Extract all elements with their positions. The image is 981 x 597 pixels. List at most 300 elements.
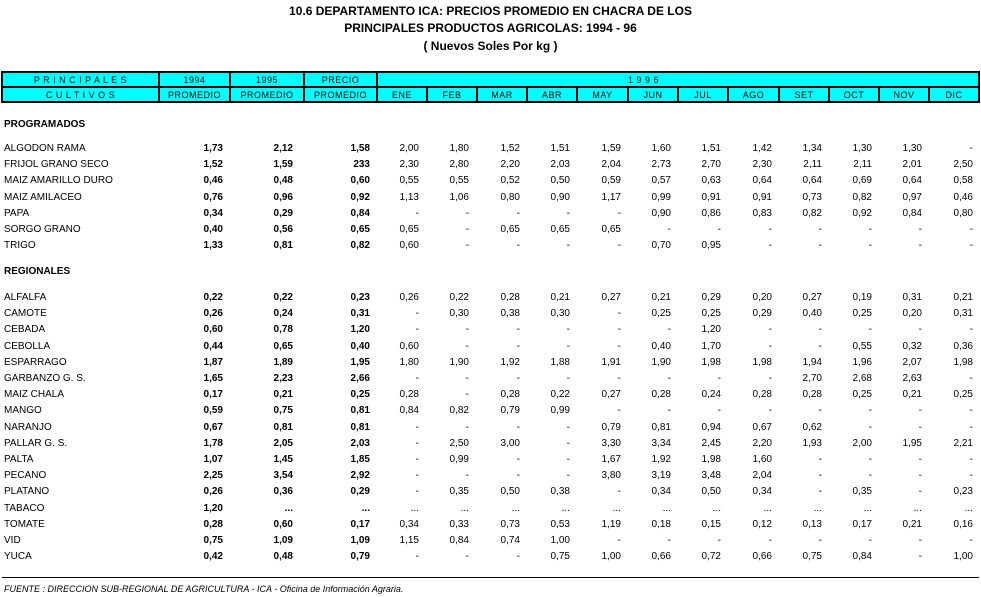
- cell-month: 0,73: [500, 518, 520, 530]
- cell-p1995: ...: [284, 502, 293, 514]
- table-row: [0, 389, 981, 405]
- cell-month: 1,20: [701, 324, 721, 336]
- crop-name: MAIZ CHALA: [4, 389, 65, 401]
- cell-month: 0,32: [902, 340, 922, 352]
- crop-name: CAMOTE: [4, 308, 47, 320]
- cell-month: -: [918, 421, 922, 433]
- cell-month: 0,35: [449, 486, 469, 498]
- header-1995: 1995: [230, 72, 304, 87]
- cell-p1995: 0,56: [273, 224, 293, 235]
- cell-month: ...: [763, 502, 772, 514]
- cell-month: 0,35: [852, 486, 872, 498]
- cell-month: 0,33: [449, 518, 469, 530]
- cell-month: 1,00: [953, 551, 973, 563]
- cell-month: -: [667, 224, 671, 235]
- cell-month: -: [516, 373, 520, 384]
- cell-month: -: [868, 454, 872, 465]
- cell-month: -: [415, 373, 419, 384]
- cell-month: 0,34: [651, 486, 671, 498]
- cell-month: 0,80: [953, 207, 973, 219]
- cell-month: 0,21: [953, 292, 973, 303]
- cell-month: -: [465, 470, 469, 482]
- cell-month: 0,21: [550, 292, 570, 303]
- cell-month: 0,65: [399, 224, 419, 235]
- cell-month: 0,19: [852, 292, 872, 303]
- cell-month: 0,25: [651, 308, 671, 320]
- cell-month: 0,50: [701, 486, 721, 498]
- cell-month: 0,79: [500, 405, 520, 417]
- table-row: [0, 519, 981, 535]
- cell-precio: 0,17: [350, 518, 370, 530]
- cell-month: 0,50: [550, 175, 570, 187]
- cell-month: -: [818, 240, 822, 252]
- cell-month: -: [465, 340, 469, 352]
- cell-month: 0,91: [701, 191, 721, 203]
- cell-month: -: [969, 470, 973, 482]
- cell-month: -: [415, 551, 419, 563]
- header-month: NOV: [879, 87, 929, 102]
- cell-month: 0,52: [500, 175, 520, 187]
- cell-month: 0,92: [852, 207, 872, 219]
- cell-p1995: 0,22: [273, 292, 293, 303]
- cell-month: 2,07: [902, 356, 922, 368]
- cell-precio: 0,25: [350, 389, 370, 401]
- header-month: MAY: [577, 87, 628, 102]
- cell-month: 0,34: [752, 486, 772, 498]
- table-row: [0, 159, 981, 175]
- cell-month: -: [465, 389, 469, 401]
- crop-name: TRIGO: [4, 240, 36, 252]
- cell-month: -: [717, 373, 721, 384]
- cell-precio: 1,95: [350, 356, 370, 368]
- cell-month: -: [818, 470, 822, 482]
- cell-p1994: 0,26: [203, 308, 223, 320]
- cell-month: 3,80: [601, 470, 621, 482]
- table-row: [0, 503, 981, 519]
- cell-month: 0,29: [701, 292, 721, 303]
- table-units: ( Nuevos Soles Por kg ): [423, 39, 558, 53]
- cell-month: 0,94: [701, 421, 721, 433]
- cell-month: 1,88: [550, 356, 570, 368]
- cell-month: 3,00: [500, 437, 520, 449]
- cell-p1994: 1,87: [203, 356, 223, 368]
- cell-month: -: [516, 470, 520, 482]
- cell-month: -: [918, 486, 922, 498]
- cell-month: -: [415, 308, 419, 320]
- cell-month: 2,04: [601, 159, 621, 171]
- crop-name: TABACO: [4, 502, 45, 514]
- cell-month: -: [818, 340, 822, 352]
- cell-p1995: 1,59: [273, 159, 293, 171]
- cell-month: -: [465, 421, 469, 433]
- cell-month: -: [969, 373, 973, 384]
- cell-precio: 1,09: [350, 535, 370, 546]
- table-row: [0, 192, 981, 208]
- cell-month: -: [768, 240, 772, 252]
- cell-month: 2,70: [802, 373, 822, 384]
- crop-name: ESPARRAGO: [4, 356, 67, 368]
- cell-month: -: [415, 486, 419, 498]
- cell-month: 0,20: [752, 292, 772, 303]
- cell-month: -: [667, 405, 671, 417]
- cell-month: -: [566, 421, 570, 433]
- section-label: REGIONALES: [4, 266, 71, 277]
- cell-p1995: 3,54: [273, 470, 293, 482]
- cell-month: -: [617, 340, 621, 352]
- cell-month: -: [969, 240, 973, 252]
- cell-precio: 0,92: [350, 191, 370, 203]
- cell-p1995: 0,48: [273, 551, 293, 563]
- cell-month: -: [768, 340, 772, 352]
- cell-month: -: [918, 454, 922, 465]
- cell-month: 1,98: [701, 356, 721, 368]
- cell-month: -: [918, 535, 922, 546]
- crop-name: ALGODON RAMA: [4, 143, 86, 154]
- table-row: [0, 175, 981, 191]
- crop-name: ALFALFA: [4, 292, 47, 303]
- cell-month: ...: [863, 502, 872, 514]
- cell-month: -: [617, 308, 621, 320]
- cell-month: 0,60: [399, 240, 419, 252]
- cell-month: 2,01: [902, 159, 922, 171]
- cell-month: -: [516, 340, 520, 352]
- cell-month: -: [465, 373, 469, 384]
- cell-month: ...: [712, 502, 721, 514]
- cell-month: -: [768, 224, 772, 235]
- cell-month: 0,73: [802, 191, 822, 203]
- crop-name: MAIZ AMILACEO: [4, 191, 82, 203]
- cell-month: 1,94: [802, 356, 822, 368]
- crop-name: PALLAR G. S.: [4, 437, 68, 449]
- cell-month: 0,28: [500, 389, 520, 401]
- cell-month: ...: [913, 502, 922, 514]
- crop-name: YUCA: [4, 551, 32, 563]
- cell-month: 1,06: [449, 191, 469, 203]
- header-month: JUL: [678, 87, 728, 102]
- crop-name: PAPA: [4, 207, 30, 219]
- cell-month: 0,25: [852, 308, 872, 320]
- cell-month: -: [868, 405, 872, 417]
- cell-month: 0,34: [399, 518, 419, 530]
- cell-p1994: 0,26: [203, 486, 223, 498]
- cell-month: 0,30: [550, 308, 570, 320]
- table-row: [0, 208, 981, 224]
- cell-month: 0,38: [550, 486, 570, 498]
- header-1996: 1 9 9 6: [377, 72, 979, 87]
- cell-p1994: 1,33: [203, 240, 223, 252]
- cell-p1994: 0,22: [203, 292, 223, 303]
- cell-month: 1,93: [802, 437, 822, 449]
- cell-month: 0,99: [651, 191, 671, 203]
- cell-month: 0,80: [500, 191, 520, 203]
- cell-month: -: [918, 405, 922, 417]
- cell-month: 0,84: [902, 207, 922, 219]
- cell-p1994: 0,46: [203, 175, 223, 187]
- cell-p1995: 0,65: [273, 340, 293, 352]
- cell-month: 1,91: [601, 356, 621, 368]
- cell-month: -: [818, 486, 822, 498]
- cell-p1995: 0,24: [273, 308, 293, 320]
- cell-month: -: [818, 454, 822, 465]
- table-title-line2: PRINCIPALES PRODUCTOS AGRICOLAS: 1994 - 96: [344, 21, 637, 35]
- cell-month: -: [566, 207, 570, 219]
- cell-p1995: 0,60: [273, 518, 293, 530]
- crop-name: NARANJO: [4, 421, 52, 433]
- cell-month: -: [415, 207, 419, 219]
- cell-month: 1,51: [701, 143, 721, 154]
- table-row: [0, 324, 981, 340]
- cell-precio: 1,58: [350, 143, 370, 154]
- table-row: [0, 292, 981, 308]
- cell-month: 0,55: [449, 175, 469, 187]
- cell-month: -: [969, 454, 973, 465]
- cell-month: 0,17: [852, 518, 872, 530]
- header-promedio-1994: PROMEDIO: [159, 87, 230, 102]
- cell-month: 0,55: [399, 175, 419, 187]
- cell-month: 1,80: [449, 143, 469, 154]
- cell-month: -: [415, 437, 419, 449]
- cell-p1994: 2,25: [203, 470, 223, 482]
- cell-month: 2,00: [852, 437, 872, 449]
- cell-month: 2,11: [853, 159, 872, 171]
- cell-month: -: [918, 324, 922, 336]
- cell-month: -: [969, 324, 973, 336]
- cell-month: ...: [813, 502, 822, 514]
- cell-month: 0,65: [500, 224, 520, 235]
- cell-month: 0,27: [601, 292, 621, 303]
- cell-p1994: 1,52: [203, 159, 223, 171]
- cell-month: 0,28: [651, 389, 671, 401]
- cell-month: 0,59: [601, 175, 621, 187]
- cell-month: -: [566, 437, 570, 449]
- cell-month: 0,69: [852, 175, 872, 187]
- cell-month: -: [868, 224, 872, 235]
- crop-name: GARBANZO G. S.: [4, 373, 86, 384]
- cell-month: -: [818, 535, 822, 546]
- cell-month: 0,84: [852, 551, 872, 563]
- cell-month: 0,25: [852, 389, 872, 401]
- cell-month: 2,30: [752, 159, 772, 171]
- cell-month: 0,75: [550, 551, 570, 563]
- cell-month: 0,90: [651, 207, 671, 219]
- cell-month: -: [868, 421, 872, 433]
- cell-month: ...: [964, 502, 973, 514]
- cell-p1994: 1,07: [203, 454, 223, 465]
- cell-month: 0,22: [550, 389, 570, 401]
- cell-month: 0,31: [902, 292, 922, 303]
- cell-p1994: 0,28: [203, 518, 223, 530]
- cell-month: 0,16: [953, 518, 973, 530]
- cell-month: -: [918, 240, 922, 252]
- cell-month: 0,21: [651, 292, 671, 303]
- cell-month: 0,60: [399, 340, 419, 352]
- cell-p1995: 0,96: [273, 191, 293, 203]
- cell-p1994: 1,78: [203, 437, 223, 449]
- cell-month: 0,84: [449, 535, 469, 546]
- cell-precio: 0,79: [350, 551, 370, 563]
- cell-month: -: [818, 224, 822, 235]
- crop-name: PALTA: [4, 454, 34, 465]
- cell-month: 0,27: [802, 292, 822, 303]
- cell-precio: 0,65: [350, 224, 370, 235]
- crop-name: MAIZ AMARILLO DURO: [4, 175, 113, 187]
- cell-p1994: 0,42: [203, 551, 223, 563]
- cell-month: 3,30: [601, 437, 621, 449]
- cell-month: -: [918, 551, 922, 563]
- table-row: [0, 405, 981, 421]
- cell-month: -: [415, 454, 419, 465]
- cell-month: 2,68: [852, 373, 872, 384]
- cell-month: 0,57: [651, 175, 671, 187]
- table-row: [0, 240, 981, 256]
- cell-month: -: [617, 324, 621, 336]
- cell-month: -: [516, 207, 520, 219]
- cell-month: 0,66: [651, 551, 671, 563]
- cell-month: 1,98: [953, 356, 973, 368]
- cell-precio: 0,23: [350, 292, 370, 303]
- cell-month: 0,36: [953, 340, 973, 352]
- cell-month: 1,95: [902, 437, 922, 449]
- cell-month: -: [868, 240, 872, 252]
- cell-month: -: [566, 454, 570, 465]
- table-row: [0, 535, 981, 551]
- cell-month: 0,82: [802, 207, 822, 219]
- cell-month: -: [868, 470, 872, 482]
- cell-month: 2,45: [701, 437, 721, 449]
- cell-month: 1,00: [550, 535, 570, 546]
- cell-month: 0,65: [550, 224, 570, 235]
- cell-month: -: [415, 421, 419, 433]
- cell-p1994: 1,65: [203, 373, 223, 384]
- cell-month: 1,90: [449, 356, 469, 368]
- table-title-line1: 10.6 DEPARTAMENTO ICA: PRECIOS PROMEDIO EN CHACRA DE LOS: [289, 4, 692, 18]
- cell-p1994: 0,76: [203, 191, 223, 203]
- cell-month: -: [969, 535, 973, 546]
- table-row: [0, 308, 981, 324]
- cell-month: -: [667, 535, 671, 546]
- cell-month: -: [617, 240, 621, 252]
- cell-month: 0,72: [701, 551, 721, 563]
- crop-name: TOMATE: [4, 518, 45, 530]
- crop-name: FRIJOL GRANO SECO: [4, 159, 109, 171]
- cell-month: 0,79: [601, 421, 621, 433]
- cell-month: 2,20: [752, 437, 772, 449]
- cell-month: 0,18: [651, 518, 671, 530]
- cell-month: -: [717, 535, 721, 546]
- cell-month: 2,30: [399, 159, 419, 171]
- cell-p1994: 0,59: [203, 405, 223, 417]
- cell-month: 0,46: [953, 191, 973, 203]
- source-note: FUENTE : DIRECCION SUB-REGIONAL DE AGRICULTURA - ICA - Oficina de Información Agraria.: [4, 584, 404, 594]
- cell-month: 2,63: [902, 373, 922, 384]
- header-1994: 1994: [159, 72, 230, 87]
- cell-month: -: [717, 405, 721, 417]
- cell-month: -: [566, 324, 570, 336]
- cell-month: 0,55: [852, 340, 872, 352]
- cell-month: -: [969, 421, 973, 433]
- cell-month: -: [617, 207, 621, 219]
- cell-month: -: [918, 470, 922, 482]
- header-month: DIC: [929, 87, 979, 102]
- footer-divider: [2, 577, 979, 578]
- cell-month: -: [969, 405, 973, 417]
- cell-month: 0,83: [752, 207, 772, 219]
- cell-month: 0,40: [651, 340, 671, 352]
- cell-month: -: [465, 551, 469, 563]
- cell-month: -: [868, 324, 872, 336]
- cell-month: 0,26: [399, 292, 419, 303]
- cell-precio: 0,81: [350, 421, 370, 433]
- cell-month: 0,27: [601, 389, 621, 401]
- cell-p1995: 1,89: [273, 356, 293, 368]
- cell-month: 0,12: [752, 518, 772, 530]
- cell-month: 1,92: [651, 454, 671, 465]
- cell-month: 0,29: [752, 308, 772, 320]
- cell-month: 0,86: [701, 207, 721, 219]
- cell-month: 0,20: [902, 308, 922, 320]
- cell-month: 0,28: [752, 389, 772, 401]
- header-month: ABR: [527, 87, 577, 102]
- table-row: [0, 454, 981, 470]
- section-label: PROGRAMADOS: [4, 119, 86, 130]
- crop-name: PECANO: [4, 470, 47, 482]
- cell-month: -: [516, 324, 520, 336]
- cell-month: 0,58: [953, 175, 973, 187]
- cell-month: 0,64: [752, 175, 772, 187]
- cell-month: -: [768, 324, 772, 336]
- cell-month: 0,25: [701, 308, 721, 320]
- cell-month: 0,64: [902, 175, 922, 187]
- cell-month: -: [415, 324, 419, 336]
- cell-month: 3,48: [701, 470, 721, 482]
- cell-month: 2,00: [399, 143, 419, 154]
- table-row: [0, 143, 981, 159]
- cell-month: 2,50: [449, 437, 469, 449]
- cell-p1994: 0,40: [203, 224, 223, 235]
- cell-month: 1,60: [651, 143, 671, 154]
- cell-month: 2,03: [550, 159, 570, 171]
- cell-precio: 0,60: [350, 175, 370, 187]
- cell-month: ...: [460, 502, 469, 514]
- cell-precio: 1,85: [350, 454, 370, 465]
- cell-month: 0,74: [500, 535, 520, 546]
- cell-month: ...: [612, 502, 621, 514]
- cell-month: -: [868, 535, 872, 546]
- cell-month: -: [465, 240, 469, 252]
- cell-month: -: [465, 324, 469, 336]
- cell-month: 2,21: [953, 437, 973, 449]
- cell-precio: 0,40: [350, 340, 370, 352]
- crop-name: CEBOLLA: [4, 340, 51, 352]
- cell-month: 0,13: [802, 518, 822, 530]
- cell-month: 1,00: [601, 551, 621, 563]
- cell-month: 0,30: [449, 308, 469, 320]
- cell-month: 1,34: [802, 143, 822, 154]
- table-row: [0, 373, 981, 389]
- cell-month: ...: [410, 502, 419, 514]
- table-row: [0, 422, 981, 438]
- cell-month: -: [617, 373, 621, 384]
- cell-month: -: [516, 421, 520, 433]
- cell-p1995: 0,29: [273, 207, 293, 219]
- cell-month: 1,67: [601, 454, 621, 465]
- cell-month: ...: [511, 502, 520, 514]
- cell-month: -: [566, 240, 570, 252]
- cell-month: 0,99: [449, 454, 469, 465]
- column-header: [1, 71, 980, 103]
- cell-precio: 2,66: [350, 373, 370, 384]
- header-month: OCT: [829, 87, 879, 102]
